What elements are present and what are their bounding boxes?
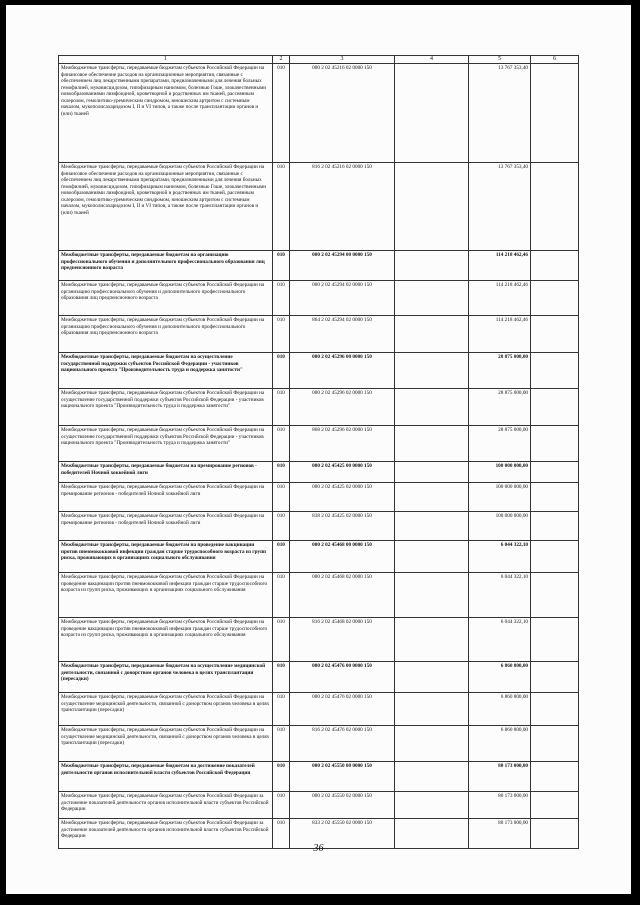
row-line-code: 010 (273, 573, 290, 618)
table-row (59, 541, 579, 573)
row-line-code: 010 (273, 64, 290, 163)
row-col4 (395, 693, 469, 726)
row-line-code: 010 (273, 819, 290, 849)
row-amount: 6 860 800,00 (469, 726, 531, 762)
row-description: Межбюджетные трансферты, передаваемые бюджетам субъектов Российской Федерации на осуществление государственной поддержки субъектов Российской Федерации - участников национального проекта "Производительность труда и поддержка занятости" (59, 426, 273, 462)
row-amount: 28 875 000,00 (469, 353, 531, 389)
row-line-code: 010 (273, 316, 290, 353)
row-description: Межбюджетные трансферты, передаваемые бюджетам на осуществление государственной поддержки субъектов Российской Федерации - участников национального проекта "Производительность труда и поддержка занятости" (59, 353, 273, 389)
row-line-code: 010 (273, 389, 290, 426)
row-col6 (531, 462, 579, 483)
row-col6 (531, 618, 579, 662)
table-row (59, 353, 579, 389)
table-row (59, 573, 579, 618)
row-col6 (531, 281, 579, 316)
table-row (59, 618, 579, 662)
row-line-code: 010 (273, 792, 290, 819)
row-col6 (531, 353, 579, 389)
row-col4 (395, 281, 469, 316)
row-budget-code: 000 2 02 45550 02 0000 150 (290, 792, 395, 819)
row-line-code: 010 (273, 281, 290, 316)
table-row (59, 762, 579, 792)
row-col4 (395, 251, 469, 281)
table-row (59, 693, 579, 726)
row-col6 (531, 483, 579, 512)
column-header-6: 6 (531, 56, 579, 64)
row-description: Межбюджетные трансферты, передаваемые бюджетам субъектов Российской Федерации на организацию профессионального обучения и дополнительного профессионального образования лиц предпенсионного возраста (59, 316, 273, 353)
row-line-code: 010 (273, 163, 290, 251)
row-amount: 13 767 353,40 (469, 163, 531, 251)
table-row (59, 426, 579, 462)
row-budget-code: 000 2 02 45468 00 0000 150 (290, 541, 395, 573)
row-budget-code: 000 2 02 45476 02 0000 150 (290, 693, 395, 726)
row-col4 (395, 512, 469, 541)
table-row (59, 281, 579, 316)
row-col4 (395, 462, 469, 483)
row-budget-code: 864 2 02 45294 02 0000 150 (290, 316, 395, 353)
row-col4 (395, 762, 469, 792)
row-description: Межбюджетные трансферты, передаваемые бюджетам субъектов Российской Федерации на организацию профессионального обучения и дополнительного профессионального образования лиц предпенсионного возраста (59, 281, 273, 316)
table-row (59, 462, 579, 483)
row-amount: 28 875 000,00 (469, 426, 531, 462)
row-col6 (531, 541, 579, 573)
row-line-code: 010 (273, 662, 290, 693)
row-description: Межбюджетные трансферты, передаваемые бюджетам субъектов Российской Федерации на проведение вакцинации против пневмококковой инфекции граждан старше трудоспособного возраста из групп риска, проживающих в организациях социального обслуживания (59, 573, 273, 618)
table-row (59, 792, 579, 819)
table-row (59, 662, 579, 693)
row-budget-code: 000 2 02 45216 02 0000 150 (290, 64, 395, 163)
row-col4 (395, 792, 469, 819)
row-col6 (531, 389, 579, 426)
row-col4 (395, 483, 469, 512)
row-col6 (531, 573, 579, 618)
row-budget-code: 816 2 02 45216 02 0000 150 (290, 163, 395, 251)
row-line-code: 010 (273, 541, 290, 573)
row-budget-code: 838 2 02 45425 02 0000 150 (290, 512, 395, 541)
row-description: Межбюджетные трансферты, передаваемые бюджетам субъектов Российской Федерации на проведение вакцинации против пневмококковой инфекции граждан старше трудоспособного возраста из групп риска, проживающих в организациях социального обслуживания (59, 618, 273, 662)
row-description: Межбюджетные трансферты, передаваемые бюджетам на проведение вакцинации против пневмококковой инфекции граждан старше трудоспособного возраста из групп риска, проживающих в организациях социального обслуживания (59, 541, 273, 573)
document-page (6, 5, 631, 894)
row-line-code: 010 (273, 726, 290, 762)
row-col4 (395, 64, 469, 163)
row-col4 (395, 389, 469, 426)
column-header-2: 2 (273, 56, 290, 64)
row-col4 (395, 353, 469, 389)
row-description: Межбюджетные трансферты, передаваемые бюджетам субъектов Российской Федерации за достижение показателей деятельности органов исполнительной власти субъектов Российской Федерации (59, 819, 273, 849)
row-budget-code: 000 2 02 45550 00 0000 150 (290, 762, 395, 792)
row-budget-code: 816 2 02 45468 02 0000 150 (290, 618, 395, 662)
row-amount: 80 173 000,00 (469, 792, 531, 819)
row-amount: 6 860 800,00 (469, 693, 531, 726)
row-col4 (395, 316, 469, 353)
row-budget-code: 000 2 02 45425 00 0000 150 (290, 462, 395, 483)
row-amount: 6 044 322,10 (469, 573, 531, 618)
row-description: Межбюджетные трансферты, передаваемые бюджетам на осуществление медицинской деятельности, связанной с донорством органов человека в целях трансплантации (пересадки) (59, 662, 273, 693)
row-amount: 100 000 000,00 (469, 512, 531, 541)
row-budget-code: 833 2 02 45550 02 0000 150 (290, 819, 395, 849)
row-description: Межбюджетные трансферты, передаваемые бюджетам на премирование регионов - победителей Ночной хоккейной лиги (59, 462, 273, 483)
row-line-code: 010 (273, 426, 290, 462)
row-description: Межбюджетные трансферты, передаваемые бюджетам субъектов Российской Федерации на премирование регионов - победителей Ночной хоккейной лиги (59, 483, 273, 512)
row-line-code: 010 (273, 693, 290, 726)
page-number: 36 (313, 843, 324, 854)
table-row (59, 512, 579, 541)
row-amount: 6 044 322,10 (469, 618, 531, 662)
row-budget-code: 000 2 02 45468 02 0000 150 (290, 573, 395, 618)
row-col6 (531, 426, 579, 462)
column-header-4: 4 (395, 56, 469, 64)
row-budget-code: 816 2 02 45476 02 0000 150 (290, 726, 395, 762)
row-amount: 114 218 462,46 (469, 251, 531, 281)
row-budget-code: 000 2 02 45296 02 0000 150 (290, 389, 395, 426)
row-description: Межбюджетные трансферты, передаваемые бюджетам субъектов Российской Федерации на финансовое обеспечение расходов на организационные мероприятия, связанные с обеспечением лиц лекарственными препаратами, предназначенными для лечения больных гемофилией, муковисцидозом, гипофизарным нанизмом, болезнью Гоше, злокачественными новообразованиями лимфоидной, кроветворной и родственных им тканей, рассеянным склерозом, гемолитико-уремическим синдромом, юношеским артритом с системным началом, мукополисахаридозом I, II и VI типов, а также после трансплантации органов и (или) тканей (59, 64, 273, 163)
budget-table (58, 55, 579, 849)
row-amount: 100 000 000,00 (469, 462, 531, 483)
row-col4 (395, 541, 469, 573)
row-amount: 100 000 000,00 (469, 483, 531, 512)
row-budget-code: 000 2 02 45294 02 0000 150 (290, 281, 395, 316)
row-line-code: 010 (273, 762, 290, 792)
row-budget-code: 000 2 02 45425 02 0000 150 (290, 483, 395, 512)
budget-table-body (59, 56, 579, 849)
row-col6 (531, 762, 579, 792)
row-line-code: 010 (273, 251, 290, 281)
row-amount: 80 173 000,00 (469, 762, 531, 792)
row-col6 (531, 662, 579, 693)
row-col4 (395, 726, 469, 762)
column-header-5: 5 (469, 56, 531, 64)
row-line-code: 010 (273, 462, 290, 483)
row-budget-code: 000 2 02 45476 00 0000 150 (290, 662, 395, 693)
row-description: Межбюджетные трансферты, передаваемые бюджетам на организацию профессионального обучения и дополнительного профессионального образования лиц предпенсионного возраста (59, 251, 273, 281)
row-col4 (395, 573, 469, 618)
row-budget-code: 868 2 02 45296 02 0000 150 (290, 426, 395, 462)
row-amount: 80 173 000,00 (469, 819, 531, 849)
row-col6 (531, 512, 579, 541)
row-amount: 6 860 800,00 (469, 662, 531, 693)
row-description: Межбюджетные трансферты, передаваемые бюджетам субъектов Российской Федерации на осуществление медицинской деятельности, связанной с донорством органов человека в целях трансплантации (пересадки) (59, 726, 273, 762)
row-budget-code: 000 2 02 45296 00 0000 150 (290, 353, 395, 389)
row-budget-code: 000 2 02 45294 00 0000 150 (290, 251, 395, 281)
table-row (59, 64, 579, 163)
row-col6 (531, 251, 579, 281)
row-line-code: 010 (273, 512, 290, 541)
row-col6 (531, 64, 579, 163)
row-col4 (395, 426, 469, 462)
table-row (59, 389, 579, 426)
row-col6 (531, 726, 579, 762)
table-row (59, 251, 579, 281)
column-header-1: 1 (59, 56, 273, 64)
row-col6 (531, 792, 579, 819)
row-line-code: 010 (273, 483, 290, 512)
row-amount: 13 767 353,40 (469, 64, 531, 163)
row-col6 (531, 693, 579, 726)
row-col6 (531, 316, 579, 353)
row-description: Межбюджетные трансферты, передаваемые бюджетам на достижение показателей деятельности органов исполнительной власти субъектов Российской Федерации (59, 762, 273, 792)
row-description: Межбюджетные трансферты, передаваемые бюджетам субъектов Российской Федерации на осуществление государственной поддержки субъектов Российской Федерации - участников национального проекта "Производительность труда и поддержка занятости" (59, 389, 273, 426)
row-description: Межбюджетные трансферты, передаваемые бюджетам субъектов Российской Федерации на осуществление медицинской деятельности, связанной с донорством органов человека в целях трансплантации (пересадки) (59, 693, 273, 726)
table-row (59, 316, 579, 353)
table-row (59, 483, 579, 512)
row-amount: 28 875 000,00 (469, 389, 531, 426)
table-row (59, 163, 579, 251)
row-description: Межбюджетные трансферты, передаваемые бюджетам субъектов Российской Федерации на финансовое обеспечение расходов на организационные мероприятия, связанные с обеспечением лиц лекарственными препаратами, предназначенными для лечения больных гемофилией, муковисцидозом, гипофизарным нанизмом, болезнью Гоше, злокачественными новообразованиями лимфоидной, кроветворной и родственных им тканей, рассеянным склерозом, гемолитико-уремическим синдромом, юношеским артритом с системным началом, мукополисахаридозом I, II и VI типов, а также после трансплантации органов и (или) тканей (59, 163, 273, 251)
row-col4 (395, 163, 469, 251)
row-col4 (395, 618, 469, 662)
row-col4 (395, 662, 469, 693)
row-line-code: 010 (273, 618, 290, 662)
column-header-3: 3 (290, 56, 395, 64)
row-description: Межбюджетные трансферты, передаваемые бюджетам субъектов Российской Федерации на премирование регионов - победителей Ночной хоккейной лиги (59, 512, 273, 541)
row-line-code: 010 (273, 353, 290, 389)
table-row (59, 726, 579, 762)
row-description: Межбюджетные трансферты, передаваемые бюджетам субъектов Российской Федерации за достижение показателей деятельности органов исполнительной власти субъектов Российской Федерации (59, 792, 273, 819)
table-header-row (59, 56, 579, 64)
row-amount: 114 218 462,46 (469, 316, 531, 353)
row-amount: 114 218 462,46 (469, 281, 531, 316)
row-amount: 6 044 322,10 (469, 541, 531, 573)
row-col6 (531, 163, 579, 251)
